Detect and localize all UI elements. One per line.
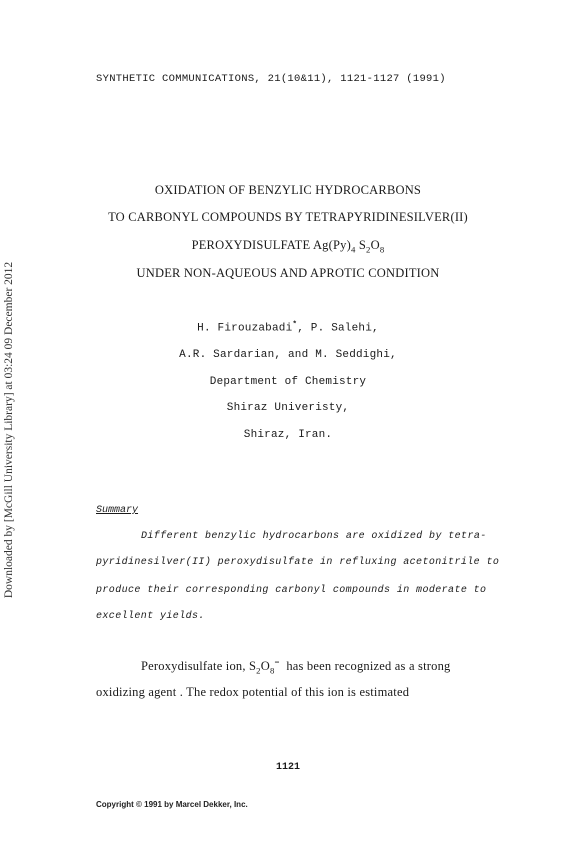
- title-line-4: UNDER NON-AQUEOUS AND APROTIC CONDITION: [136, 266, 440, 280]
- title-line-3-text: PEROXYDISULFATE: [191, 238, 311, 252]
- body-line-2: oxidizing agent . The redox potential of this ion is estimated: [96, 685, 410, 699]
- author-line-2: A.R. Sardarian, and M. Seddighi,: [179, 349, 397, 361]
- summary-line-1: Different benzylic hydrocarbons are oxidized by tetra-: [141, 531, 487, 542]
- department: Department of Chemistry: [209, 376, 367, 388]
- title-line-2: TO CARBONYL COMPOUNDS BY TETRAPYRIDINESILVER(II): [108, 210, 468, 224]
- summary-line-4: excellent yields.: [96, 611, 205, 622]
- body-line-1: Peroxydisulfate ion, $S_2O_8^=$ has been recognized as a strong: [141, 657, 451, 676]
- summary-heading: Summary: [96, 505, 139, 516]
- download-watermark: Downloaded by [McGill University Library] at 03:24 09 December 2012: [3, 261, 15, 599]
- author-line-1: H. Firouzabadi*, P. Salehi,: [197, 321, 379, 335]
- summary-line-3: produce their corresponding carbonyl compounds in moderate to: [96, 585, 487, 596]
- copyright-notice: Copyright © 1991 by Marcel Dekker, Inc.: [96, 800, 248, 809]
- corresponding-author-star: *: [292, 321, 298, 329]
- title-line-3: [0, 238, 576, 255]
- journal-header: SYNTHETIC COMMUNICATIONS, 21(10&11), 1121-1127 (1991): [96, 73, 446, 85]
- page-number: 1121: [275, 762, 300, 773]
- silver-complex-formula: $Ag(Py)_4$ $S_2O_8$: [312, 238, 385, 255]
- university: Shiraz Univeristy,: [226, 402, 350, 414]
- location: Shiraz, Iran.: [243, 429, 333, 441]
- title-line-1: OXIDATION OF BENZYLIC HYDROCARBONS: [154, 183, 422, 197]
- summary-line-2: pyridinesilver(II) peroxydisulfate in refluxing acetonitrile to: [96, 557, 500, 568]
